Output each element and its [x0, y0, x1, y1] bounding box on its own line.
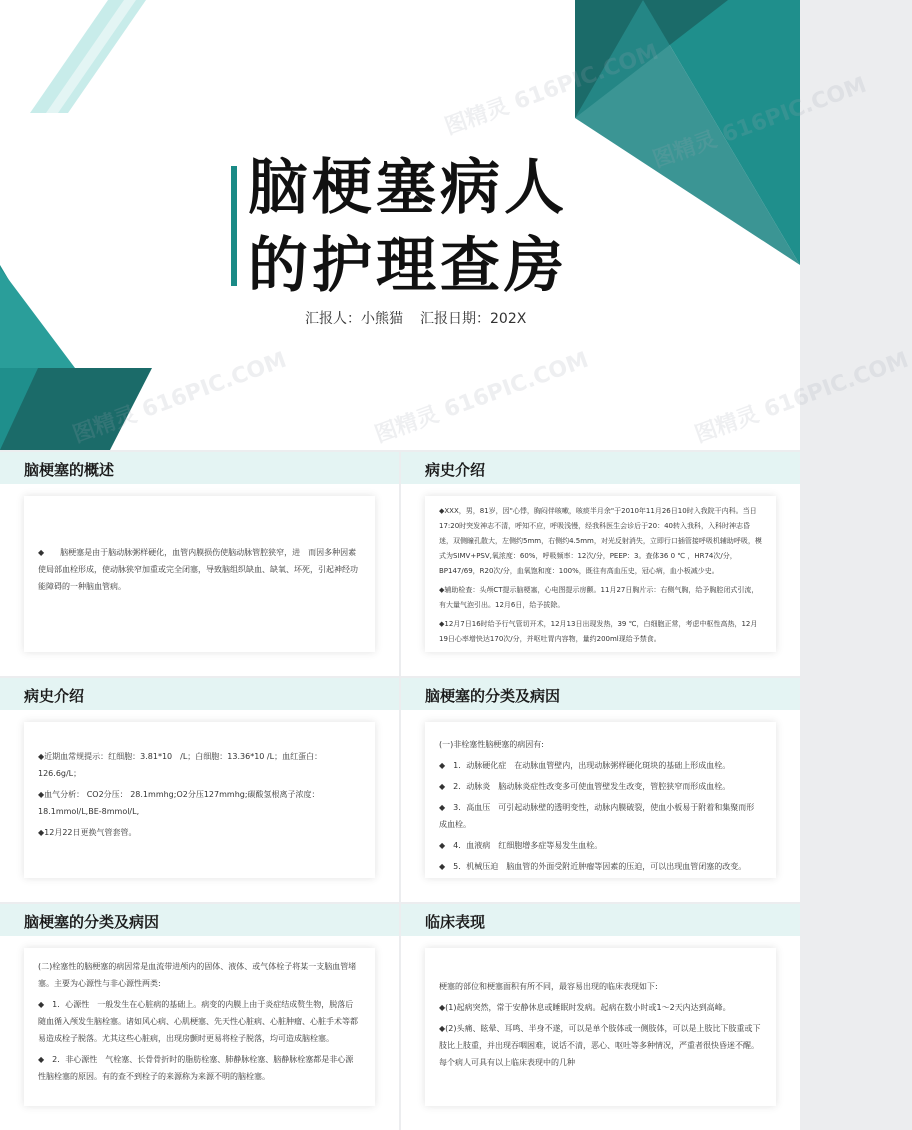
cover-slide — [0, 0, 912, 450]
slide-history-1 — [401, 452, 800, 676]
light-stripe-2 — [46, 0, 136, 113]
watermark: 图精灵 616PIC.COM — [441, 39, 662, 141]
paragraph: ◆ 5．机械压迫 脑血管的外面受附近肿瘤等因素的压迫，可以出现血管闭塞的改变。 — [439, 862, 747, 871]
slide-title: 病史介绍 — [24, 687, 85, 705]
slide-title: 脑梗塞的分类及病因 — [24, 913, 160, 931]
content-card — [425, 722, 776, 878]
watermark: 图精灵 616PIC.COM — [691, 347, 912, 449]
cover-title-line2: 的护理查房 — [248, 231, 568, 301]
paragraph: ◆ 1．心源性 一般发生在心脏病的基础上。病变的内膜上由于炎症结成赘生物，脱落后随血循入颅发生脑栓塞。诸如风心病、心肌梗塞、先天性心脏病、心脏肿瘤、心脏手术等都易造成栓子脱落。尤其这些心脏病，出现房颤时更易将栓子脱落，均可造成脑栓塞。 — [38, 1000, 358, 1043]
content-card — [24, 948, 375, 1106]
title-accent-bar — [231, 166, 237, 286]
bottom-left-mid-triangle — [0, 268, 75, 368]
reporter: 汇报人：小熊猫 — [305, 311, 403, 327]
paragraph: (二)栓塞性的脑梗塞的病因常是血流带进颅内的固体、液体、或气体栓子将某一支脑血管堵塞。主要为心源性与非心源性两类: — [38, 962, 357, 988]
paragraph: ◆ 3．高血压 可引起动脉壁的透明变性，动脉内膜破裂，使血小板易于附着和集聚而形成血栓。 — [439, 803, 755, 829]
paragraph: ◆辅助检查：头颅CT提示脑梗塞，心电图提示房颤。11月27日胸片示：右侧气胸，给予胸腔闭式引流，有大量气泡引出。12月6日，给予拔除。 — [439, 586, 759, 609]
paragraph: ◆(1)起病突然，常于安静休息或睡眠时发病。起病在数小时或1～2天内达到高峰。 — [439, 1003, 731, 1012]
paragraph: ◆ 2．非心源性 气栓塞、长骨骨折时的脂肪栓塞、肺静脉栓塞、脑静脉栓塞都是非心源性脑栓塞的原因。有的查不到栓子的来源称为来源不明的脑栓塞。 — [38, 1055, 354, 1081]
content-card — [24, 722, 375, 878]
paragraph: (一)非栓塞性脑梗塞的病因有: — [439, 740, 544, 749]
slide-title: 临床表现 — [425, 913, 486, 931]
slide-body — [38, 958, 361, 1089]
cover-decoration — [0, 0, 800, 450]
slide-body — [38, 544, 361, 599]
slide-clinical — [401, 904, 800, 1130]
paragraph: ◆ 脑梗塞是由于脑动脉粥样硬化，血管内膜损伤使脑动脉管腔狭窄，进 而因多种因素使局部血栓形成，使动脉狭窄加重或完全闭塞，导致脑组织缺血、缺氧、坏死，引起神经功能障碍的一种脑血管病。 — [38, 548, 358, 591]
slide-title: 脑梗塞的分类及病因 — [425, 687, 561, 705]
slide-title: 病史介绍 — [425, 461, 486, 479]
content-card — [24, 496, 375, 652]
paragraph: 梗塞的部位和梗塞面积有所不同，最容易出现的临床表现如下: — [439, 982, 658, 991]
watermark: 图精灵 616PIC.COM — [371, 347, 592, 449]
paragraph: ◆ 2．动脉炎 脑动脉炎症性改变多可使血管壁发生改变，管腔狭窄而形成血栓。 — [439, 782, 731, 791]
paragraph: ◆12月22日更换气管套管。 — [38, 828, 137, 837]
cover-title-line1: 脑梗塞病人 — [248, 153, 568, 223]
slide-classification-2 — [0, 904, 399, 1130]
slide-overview — [0, 452, 399, 676]
slide-body — [439, 736, 762, 879]
slide-title: 脑梗塞的概述 — [24, 461, 115, 479]
paragraph: ◆近期血常规提示：红细胞：3.81*10 /L；白细胞：13.36*10 /L；血红蛋白：126.6g/L； — [38, 752, 323, 778]
report-date: 汇报日期：202X — [420, 311, 527, 327]
paragraph: ◆ 1．动脉硬化症 在动脉血管壁内，出现动脉粥样硬化斑块的基础上形成血栓。 — [439, 761, 731, 770]
paragraph: ◆12月7日16时给予行气管切开术，12月13日出现发热，39 ℃，白细胞正常，考虑中枢性高热，12月19日心率增快达170次/分，并呕吐胃内容物，量约200ml现给予禁食。 — [439, 620, 758, 643]
slide-body — [38, 748, 361, 845]
slide-history-2 — [0, 678, 399, 902]
paragraph: ◆血气分析： CO2分压： 28.1mmhg;O2分压127mmhg;碳酸氢根离子浓度：18.1mmol/L,BE-8mmol/L, — [38, 790, 320, 816]
slide-body — [439, 504, 762, 651]
slide-body — [439, 978, 762, 1075]
content-card — [425, 496, 776, 652]
content-card — [425, 948, 776, 1106]
slide-classification-1 — [401, 678, 800, 902]
paragraph: ◆XXX，男，81岁，因"心悸，胸闷伴咳嗽，咳痰半月余"于2010年11月26日10时入我院干内科。当日17:20时突发神志不清，呼知不应，呼吸浅慢，经我科医生会诊后于20：40转入我科，入科时神志昏迷，双侧瞳孔散大，左侧约5mm，右侧约4.5mm，对光反射消失，立即行口插管接呼吸机辅助呼吸，模式为SIMV+PSV,氧浓度：60%，呼吸频率：12次/分，PEEP：3。查体36 0 ℃ ，HR74次/分，BP147/69，R20次/分，血氧饱和度：100%，既往有高血压史，冠心病，血小板减少史。 — [439, 507, 762, 575]
watermark: 图精灵 616PIC.COM — [69, 347, 290, 449]
paragraph: ◆(2)头痛、眩晕、耳鸣、半身不遂，可以是单个肢体或一侧肢体，可以是上肢比下肢重或下肢比上肢重，并出现吞咽困难，说话不清，恶心、呕吐等多种情况，严重者很快昏迷不醒。每个病人可具有以上临床表现中的几种 — [439, 1024, 761, 1067]
paragraph: ◆ 4．血液病 红细胞增多症等易发生血栓。 — [439, 841, 603, 850]
